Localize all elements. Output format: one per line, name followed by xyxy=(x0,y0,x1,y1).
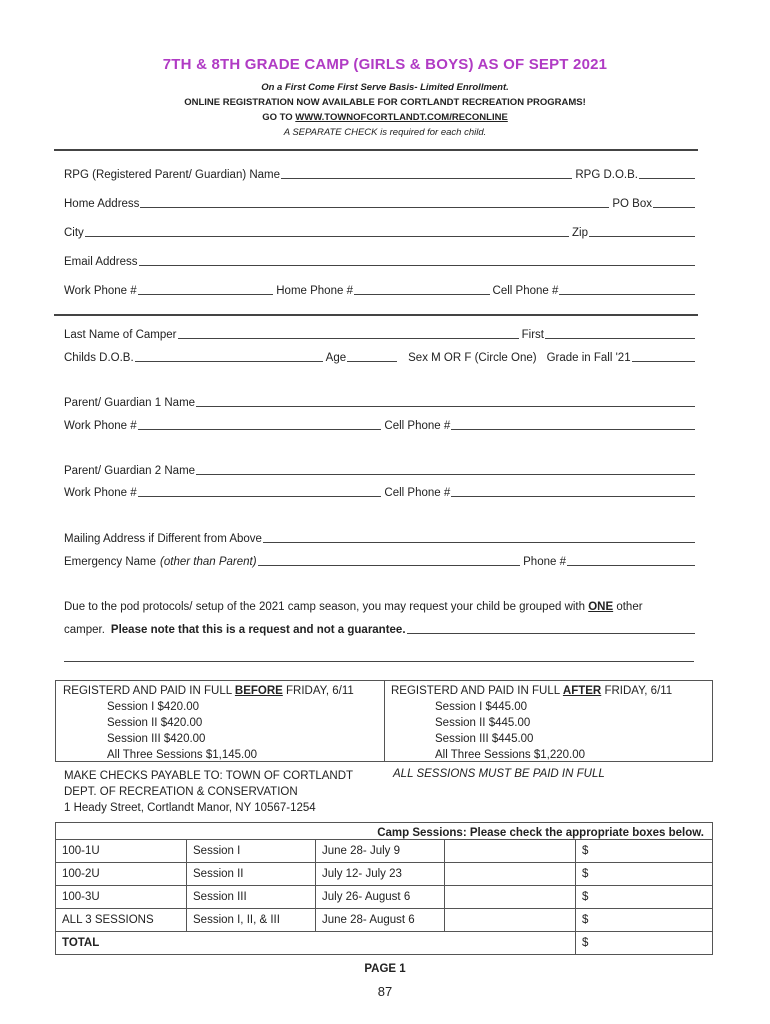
grade-field[interactable] xyxy=(632,351,695,362)
pricing-after-suffix: FRIDAY, 6/11 xyxy=(601,685,673,697)
table-row xyxy=(56,863,713,886)
rpg-dob-label: RPG D.O.B. xyxy=(575,169,638,181)
pricing-box xyxy=(55,680,713,762)
payable-to: MAKE CHECKS PAYABLE TO: TOWN OF CORTLANDT xyxy=(64,770,354,782)
guardian1-name-row xyxy=(64,396,698,409)
pod-guarantee-note: Please note that this is a request and not a guarantee. xyxy=(110,624,406,636)
po-box-label: PO Box xyxy=(612,198,652,210)
emergency-phone-label: Phone # xyxy=(523,556,566,568)
session-name: Session I xyxy=(187,840,316,863)
home-address-label: Home Address xyxy=(64,198,140,210)
pod-one: ONE xyxy=(588,601,614,613)
home-phone-label: Home Phone # xyxy=(276,285,353,297)
email-label: Email Address xyxy=(64,256,138,268)
session-code: 100-3U xyxy=(56,886,187,909)
emergency-field[interactable] xyxy=(258,555,521,566)
session-amount-spacer xyxy=(698,886,713,909)
zip-label: Zip xyxy=(572,227,588,239)
website-line xyxy=(0,112,770,123)
session-checkbox[interactable] xyxy=(445,886,576,909)
rpg-row xyxy=(64,168,698,181)
payment-dept: DEPT. OF RECREATION & CONSERVATION xyxy=(64,786,298,798)
session-code: ALL 3 SESSIONS xyxy=(56,909,187,932)
mailing-label: Mailing Address if Different from Above xyxy=(64,533,262,545)
email-field[interactable] xyxy=(139,255,695,266)
child-dob-field[interactable] xyxy=(135,351,323,362)
session-amount[interactable]: $ xyxy=(576,886,699,909)
total-label: TOTAL xyxy=(56,932,576,955)
guardian2-work-label: Work Phone # xyxy=(64,487,137,499)
session-name: Session II xyxy=(187,863,316,886)
guardian1-cell-label: Cell Phone # xyxy=(384,420,451,432)
pricing-before-column xyxy=(63,683,354,763)
guardian2-name-label: Parent/ Guardian 2 Name xyxy=(64,465,196,477)
page-title: 7TH & 8TH GRADE CAMP (GIRLS & BOYS) AS OF SEPT 2021 xyxy=(162,56,608,73)
total-amount-spacer xyxy=(698,932,713,955)
session-amount[interactable]: $ xyxy=(576,863,699,886)
session-amount[interactable]: $ xyxy=(576,909,699,932)
pod-request-row xyxy=(64,623,698,636)
work-phone-field[interactable] xyxy=(138,284,274,295)
pricing-after-prefix: REGISTERD AND PAID IN FULL xyxy=(391,685,563,697)
cell-phone-label: Cell Phone # xyxy=(492,285,559,297)
pricing-divider xyxy=(384,681,385,761)
divider xyxy=(54,149,698,151)
pricing-before-item: Session I $420.00 xyxy=(107,701,200,713)
table-row xyxy=(56,886,713,909)
session-code: 100-1U xyxy=(56,840,187,863)
home-address-row xyxy=(64,197,698,210)
enrollment-note: On a First Come First Serve Basis- Limited Enrollment. xyxy=(261,82,509,93)
paid-in-full-note: ALL SESSIONS MUST BE PAID IN FULL xyxy=(393,768,605,780)
sessions-table xyxy=(55,822,713,955)
session-dates: June 28- July 9 xyxy=(316,840,445,863)
session-checkbox[interactable] xyxy=(445,840,576,863)
session-checkbox[interactable] xyxy=(445,863,576,886)
pricing-after-item: Session I $445.00 xyxy=(435,701,528,713)
child-dob-label: Childs D.O.B. xyxy=(64,352,134,364)
zip-field[interactable] xyxy=(589,226,695,237)
guardian1-cell-field[interactable] xyxy=(451,419,695,430)
page-label: PAGE 1 xyxy=(364,963,406,975)
rpg-name-label: RPG (Registered Parent/ Guardian) Name xyxy=(64,169,281,181)
session-name: Session III xyxy=(187,886,316,909)
sessions-header: Camp Sessions: Please check the appropriate boxes below. xyxy=(56,823,713,840)
guardian1-name-field[interactable] xyxy=(196,396,695,407)
pod-request-field[interactable] xyxy=(407,623,695,634)
pricing-after-keyword: AFTER xyxy=(562,685,602,697)
emergency-row xyxy=(64,555,698,568)
pricing-after-item: Session II $445.00 xyxy=(435,717,531,729)
session-amount[interactable]: $ xyxy=(576,840,699,863)
emergency-label: Emergency Name xyxy=(64,556,157,568)
guardian2-cell-field[interactable] xyxy=(451,486,695,497)
camper-first-field[interactable] xyxy=(545,328,695,339)
pod-text-other: other xyxy=(613,601,643,613)
session-dates: July 12- July 23 xyxy=(316,863,445,886)
guardian2-name-field[interactable] xyxy=(196,464,695,475)
camper-first-label: First xyxy=(521,329,544,341)
session-code: 100-2U xyxy=(56,863,187,886)
city-field[interactable] xyxy=(85,226,569,237)
pod-camper-text: camper. xyxy=(64,624,105,636)
pricing-after-column xyxy=(391,683,672,763)
pricing-after-header xyxy=(391,683,672,699)
sessions-header-row xyxy=(56,823,713,840)
online-registration-note: ONLINE REGISTRATION NOW AVAILABLE FOR CORTLANDT RECREATION PROGRAMS! xyxy=(184,97,586,108)
mailing-field[interactable] xyxy=(263,532,695,543)
mailing-row xyxy=(64,532,698,545)
po-box-field[interactable] xyxy=(653,197,695,208)
guardian1-work-field[interactable] xyxy=(138,419,382,430)
session-dates: June 28- August 6 xyxy=(316,909,445,932)
camper-last-name-field[interactable] xyxy=(178,328,519,339)
emergency-phone-field[interactable] xyxy=(567,555,695,566)
phones-row xyxy=(64,284,698,297)
website-prefix: GO TO xyxy=(262,112,296,123)
rpg-name-field[interactable] xyxy=(281,168,572,179)
divider xyxy=(54,314,698,316)
guardian1-work-label: Work Phone # xyxy=(64,420,137,432)
grade-label: Grade in Fall '21 xyxy=(546,352,631,364)
payment-info xyxy=(64,768,353,816)
camper-last-name-label: Last Name of Camper xyxy=(64,329,177,341)
pricing-before-item: All Three Sessions $1,145.00 xyxy=(107,749,258,761)
session-amount-spacer xyxy=(698,863,713,886)
guardian2-name-row xyxy=(64,464,698,477)
session-amount-spacer xyxy=(698,909,713,932)
age-field[interactable] xyxy=(347,351,397,362)
guardian2-work-field[interactable] xyxy=(138,486,382,497)
pod-request-field-line2[interactable] xyxy=(64,661,694,662)
guardian2-cell-label: Cell Phone # xyxy=(384,487,451,499)
emergency-note: (other than Parent) xyxy=(160,556,257,568)
table-row xyxy=(56,840,713,863)
pod-paragraph xyxy=(64,601,698,613)
table-row xyxy=(56,909,713,932)
separate-check-note: A SEPARATE CHECK is required for each child. xyxy=(283,127,487,138)
session-dates: July 26- August 6 xyxy=(316,886,445,909)
payment-address: 1 Heady Street, Cortlandt Manor, NY 10567-1254 xyxy=(64,802,316,814)
rpg-dob-field[interactable] xyxy=(639,168,695,179)
city-row xyxy=(64,226,698,239)
guardian1-phones-row xyxy=(64,419,698,432)
cell-phone-field[interactable] xyxy=(559,284,695,295)
pricing-before-header xyxy=(63,683,354,699)
session-name: Session I, II, & III xyxy=(187,909,316,932)
sex-label[interactable]: Sex M OR F (Circle One) xyxy=(408,352,537,364)
city-label: City xyxy=(64,227,84,239)
pricing-before-item: Session II $420.00 xyxy=(107,717,203,729)
age-label: Age xyxy=(325,352,347,364)
guardian2-phones-row xyxy=(64,486,698,499)
pricing-after-item: All Three Sessions $1,220.00 xyxy=(435,749,586,761)
pricing-before-suffix: FRIDAY, 6/11 xyxy=(282,685,354,697)
work-phone-label: Work Phone # xyxy=(64,285,137,297)
page-number: 87 xyxy=(377,984,393,999)
home-phone-field[interactable] xyxy=(354,284,490,295)
total-amount[interactable]: $ xyxy=(576,932,699,955)
total-row xyxy=(56,932,713,955)
pricing-before-keyword: BEFORE xyxy=(234,685,283,697)
website-link[interactable]: WWW.TOWNOFCORTLANDT.COM/RECONLINE xyxy=(295,112,508,123)
camper-details-row xyxy=(64,351,698,364)
guardian1-name-label: Parent/ Guardian 1 Name xyxy=(64,397,196,409)
email-row xyxy=(64,255,698,268)
camper-name-row xyxy=(64,328,698,341)
pod-text: Due to the pod protocols/ setup of the 2021 camp season, you may request your child be grouped with xyxy=(64,601,589,613)
pricing-after-item: Session III $445.00 xyxy=(435,733,534,745)
pricing-before-item: Session III $420.00 xyxy=(107,733,206,745)
pricing-before-prefix: REGISTERD AND PAID IN FULL xyxy=(63,685,235,697)
home-address-field[interactable] xyxy=(140,197,609,208)
session-amount-spacer xyxy=(698,840,713,863)
session-checkbox[interactable] xyxy=(445,909,576,932)
